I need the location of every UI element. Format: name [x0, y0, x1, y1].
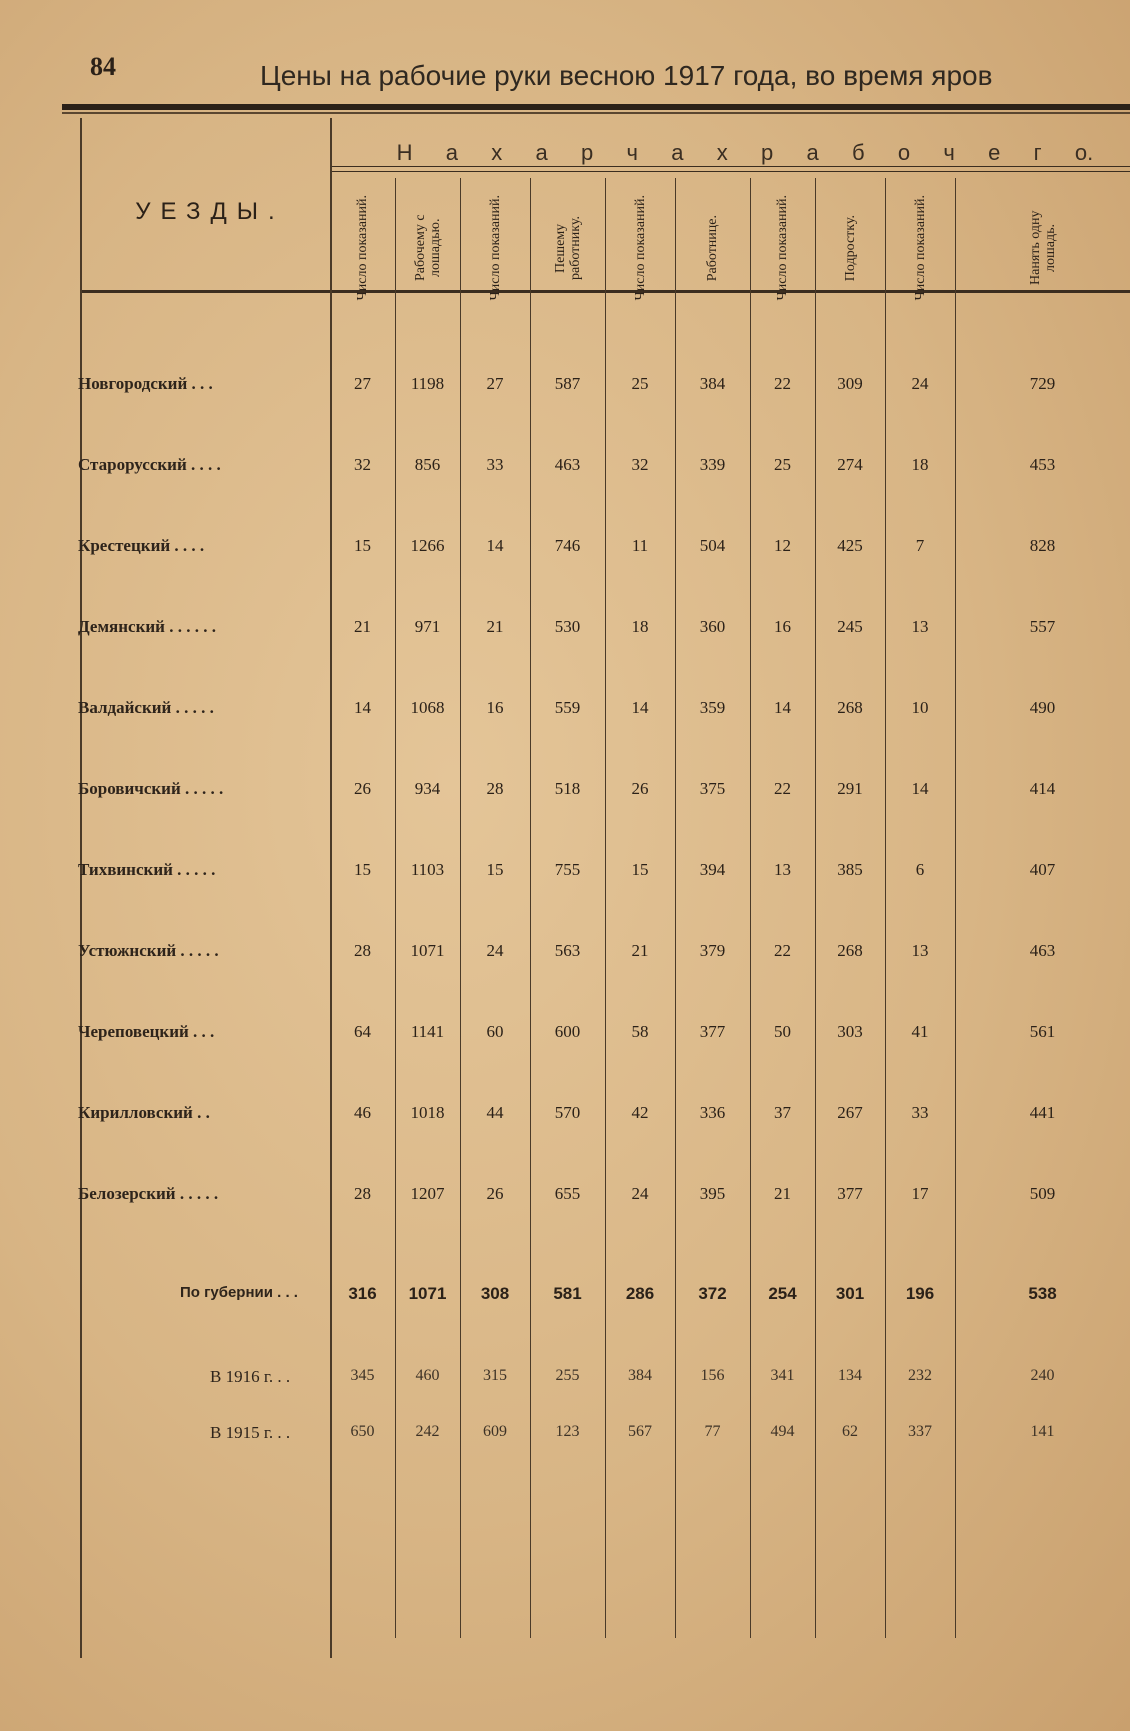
- column-header-label: Работнице.: [705, 214, 720, 282]
- table-cell: 1141: [410, 1022, 445, 1041]
- table-cell: 14: [911, 779, 929, 798]
- column-header-label: Пешему работнику.: [552, 216, 583, 280]
- table-cell: 18: [631, 617, 649, 636]
- table-cell: 26: [354, 779, 371, 798]
- table-cell: 581: [553, 1284, 582, 1303]
- table-cell: 509: [1029, 1184, 1056, 1203]
- table-cell: 16: [486, 698, 504, 717]
- table-cell: 28: [354, 1184, 371, 1203]
- table-row: [60, 860, 1130, 890]
- table-cell: 58: [631, 1022, 649, 1041]
- column-header-label: Рабочему с лошадью.: [412, 214, 443, 282]
- table-cell: 1266: [410, 536, 445, 555]
- table-cell: 240: [1030, 1367, 1055, 1384]
- table-cell: 13: [774, 860, 791, 879]
- table-cell: 14: [631, 698, 649, 717]
- table-cell: 14: [486, 536, 504, 555]
- table-cell: 26: [631, 779, 649, 798]
- column-header-label: Число показаний.: [912, 195, 928, 301]
- table-cell: 60: [486, 1022, 504, 1041]
- table-cell: 7: [915, 536, 925, 555]
- table-cell: 377: [699, 1022, 726, 1041]
- district-name: Кирилловский . .: [78, 1103, 210, 1122]
- table-cell: 655: [554, 1184, 581, 1203]
- table-row: [60, 1022, 1130, 1052]
- column-header: [330, 193, 395, 303]
- table-cell: 13: [911, 941, 929, 960]
- table-cell: 245: [837, 617, 863, 636]
- column-header-label: Число показаний.: [775, 195, 790, 301]
- table-cell: 384: [628, 1367, 652, 1384]
- table-cell: 971: [414, 617, 441, 636]
- table-cell: 134: [838, 1367, 862, 1384]
- district-name: Белозерский . . . . .: [78, 1184, 219, 1203]
- group-header-letter: е: [988, 140, 1001, 165]
- table-cell: 567: [628, 1423, 652, 1440]
- group-header-letter: о.: [1074, 140, 1094, 165]
- table-cell: 24: [486, 941, 504, 960]
- group-header-letter: х: [716, 140, 728, 165]
- group-header-letter: х: [491, 140, 503, 165]
- table-row: [60, 617, 1130, 647]
- table-row: [60, 1423, 1130, 1453]
- table-cell: 25: [774, 455, 791, 474]
- table-cell: 518: [554, 779, 581, 798]
- table-cell: 50: [774, 1022, 791, 1041]
- table-cell: 123: [555, 1423, 580, 1440]
- table-row: [60, 374, 1130, 404]
- table-cell: 1207: [410, 1184, 445, 1203]
- table-cell: 746: [554, 536, 581, 555]
- table-cell: 17: [911, 1184, 929, 1203]
- table-cell: 563: [554, 941, 581, 960]
- table-cell: 15: [631, 860, 649, 879]
- table-cell: 21: [631, 941, 649, 960]
- table-cell: 22: [774, 374, 791, 393]
- group-header-letter: б: [851, 140, 865, 165]
- district-name: Крестецкий . . . .: [78, 536, 205, 555]
- table-cell: 22: [774, 941, 791, 960]
- table-cell: 12: [774, 536, 791, 555]
- table-cell: 308: [480, 1284, 510, 1303]
- table-row: [60, 698, 1130, 728]
- table-cell: 303: [837, 1022, 863, 1041]
- table-cell: 609: [483, 1423, 507, 1440]
- column-header: [605, 193, 675, 303]
- table-cell: 13: [911, 617, 929, 636]
- district-name: Валдайский . . . . .: [78, 698, 214, 717]
- table-cell: 934: [414, 779, 441, 798]
- column-header: [885, 193, 955, 303]
- table-cell: 21: [486, 617, 504, 636]
- group-header-rule-2: [330, 171, 1130, 172]
- table-cell: 336: [699, 1103, 726, 1122]
- table-cell: 538: [1028, 1284, 1057, 1303]
- column-header-label: Подростку.: [842, 214, 858, 282]
- column-header-label: Число показаний.: [632, 195, 648, 301]
- group-header-letter: а: [535, 140, 548, 165]
- table-cell: 37: [774, 1103, 791, 1122]
- table-cell: 24: [911, 374, 929, 393]
- table-cell: 377: [837, 1184, 863, 1203]
- table-cell: 232: [908, 1367, 932, 1384]
- group-header-letter: а: [671, 140, 684, 165]
- table-cell: 64: [354, 1022, 371, 1041]
- table-cell: 561: [1029, 1022, 1056, 1041]
- table-cell: 441: [1029, 1103, 1056, 1122]
- running-title: Цены на рабочие руки весною 1917 года, во время яров: [260, 60, 993, 91]
- page-header: [90, 52, 1130, 102]
- table-row: [60, 1367, 1130, 1397]
- column-header: [675, 193, 750, 303]
- table-cell: 425: [837, 536, 863, 555]
- table-cell: 530: [554, 617, 581, 636]
- table-cell: 15: [354, 860, 371, 879]
- table-cell: 14: [354, 698, 371, 717]
- table-cell: 22: [774, 779, 791, 798]
- table-cell: 15: [354, 536, 371, 555]
- table-cell: 729: [1029, 374, 1056, 393]
- table-cell: 494: [770, 1423, 795, 1440]
- group-header: [360, 138, 1130, 168]
- column-header-label: Число показаний.: [355, 195, 370, 301]
- column-header: [460, 193, 530, 303]
- column-header-label: Нанять одну лошадь.: [1027, 210, 1058, 286]
- table-cell: 27: [486, 374, 504, 393]
- table-cell: 309: [837, 374, 863, 393]
- table-cell: 1071: [408, 1284, 447, 1303]
- table-row: [60, 1184, 1130, 1214]
- table-row: [60, 779, 1130, 809]
- table-cell: 16: [774, 617, 791, 636]
- table-cell: 46: [354, 1103, 371, 1122]
- table-cell: 25: [631, 374, 649, 393]
- table-cell: 557: [1029, 617, 1056, 636]
- table-cell: 1071: [410, 941, 445, 960]
- table-cell: 395: [699, 1184, 726, 1203]
- table-cell: 268: [837, 941, 863, 960]
- table-row: [60, 1103, 1130, 1133]
- group-header-letter: Н: [396, 140, 413, 165]
- table-cell: 1103: [410, 860, 445, 879]
- table-cell: 21: [354, 617, 371, 636]
- table-cell: 32: [354, 455, 371, 474]
- table-cell: 156: [700, 1367, 725, 1384]
- table-row: [60, 941, 1130, 971]
- table-cell: 242: [415, 1423, 440, 1440]
- table-cell: 504: [699, 536, 726, 555]
- table-cell: 267: [837, 1103, 863, 1122]
- group-header-letter: р: [760, 140, 774, 165]
- district-name: Новгородский . . .: [78, 374, 213, 393]
- table-cell: 384: [699, 374, 726, 393]
- table-cell: 600: [554, 1022, 581, 1041]
- district-name: Устюжнский . . . . .: [78, 941, 219, 960]
- table-cell: 44: [486, 1103, 504, 1122]
- table-row: [60, 536, 1130, 566]
- column-header: [815, 193, 885, 303]
- column-header: [530, 193, 605, 303]
- table-cell: 359: [699, 698, 726, 717]
- table-cell: 316: [348, 1284, 377, 1303]
- table-cell: 274: [837, 455, 863, 474]
- table-cell: 1198: [410, 374, 445, 393]
- table-cell: 24: [631, 1184, 649, 1203]
- table-cell: 42: [631, 1103, 649, 1122]
- table-cell: 18: [911, 455, 929, 474]
- column-header: [955, 193, 1130, 303]
- table-cell: 755: [554, 860, 581, 879]
- group-header-letter: а: [806, 140, 819, 165]
- table-cell: 1018: [410, 1103, 445, 1122]
- table-cell: 587: [554, 374, 581, 393]
- table-cell: 14: [774, 698, 791, 717]
- table-cell: 268: [837, 698, 863, 717]
- table-cell: 394: [699, 860, 726, 879]
- table-cell: 345: [350, 1367, 375, 1384]
- table-cell: 339: [699, 455, 726, 474]
- district-name: Боровичский . . . . .: [78, 779, 224, 798]
- table-cell: 15: [486, 860, 504, 879]
- table-cell: 27: [354, 374, 371, 393]
- group-header-letter: о: [897, 140, 911, 165]
- group-header-letter: р: [581, 140, 594, 165]
- group-header-letter: ч: [943, 140, 955, 165]
- group-header-letter: ч: [626, 140, 638, 165]
- table-cell: 11: [631, 536, 649, 555]
- column-header: [395, 193, 460, 303]
- header-rule: [62, 104, 1130, 110]
- table-cell: 453: [1029, 455, 1056, 474]
- table-cell: 77: [704, 1423, 721, 1440]
- table-cell: 856: [414, 455, 441, 474]
- table-row: [60, 455, 1130, 485]
- table-cell: 570: [554, 1103, 581, 1122]
- table-cell: 341: [770, 1367, 795, 1384]
- table-cell: 559: [554, 698, 581, 717]
- table-cell: 650: [350, 1423, 375, 1440]
- table-cell: 375: [699, 779, 726, 798]
- table-cell: 33: [486, 455, 504, 474]
- table-cell: 1068: [410, 698, 445, 717]
- table-cell: 828: [1029, 536, 1056, 555]
- group-header-letter: а: [445, 140, 459, 165]
- table-cell: 315: [483, 1367, 507, 1384]
- table-cell: 254: [768, 1284, 797, 1303]
- table-cell: 463: [554, 455, 581, 474]
- table-cell: 372: [698, 1284, 727, 1303]
- table-cell: 28: [354, 941, 371, 960]
- table-cell: 62: [842, 1423, 858, 1440]
- district-name: Тихвинский . . . . .: [78, 860, 216, 879]
- district-column-header: УЕЗДЫ.: [135, 198, 285, 225]
- table-cell: 490: [1029, 698, 1056, 717]
- group-header-rule: [330, 166, 1130, 167]
- column-header: [750, 193, 815, 303]
- table-cell: 286: [625, 1284, 655, 1303]
- table-cell: 414: [1029, 779, 1056, 798]
- table-cell: 41: [911, 1022, 929, 1041]
- header-rule-thin: [62, 112, 1130, 114]
- district-name: По губернии . . .: [180, 1284, 298, 1301]
- table-cell: 33: [911, 1103, 929, 1122]
- table-cell: 407: [1029, 860, 1056, 879]
- table-cell: 360: [699, 617, 726, 636]
- table-cell: 26: [486, 1184, 504, 1203]
- table-cell: 21: [774, 1184, 791, 1203]
- table-cell: 301: [835, 1284, 865, 1303]
- table-cell: 255: [555, 1367, 580, 1384]
- table-row: [60, 1284, 1130, 1314]
- table-cell: 337: [908, 1423, 932, 1440]
- table-cell: 141: [1030, 1423, 1055, 1440]
- table-cell: 385: [837, 860, 863, 879]
- group-header-letter: г: [1033, 140, 1042, 165]
- table-cell: 32: [631, 455, 649, 474]
- district-name: В 1916 г. . .: [210, 1367, 291, 1386]
- table-cell: 6: [915, 860, 925, 879]
- table-cell: 291: [837, 779, 863, 798]
- table-cell: 463: [1029, 941, 1056, 960]
- district-name: Демянский . . . . . .: [78, 617, 216, 636]
- district-name: Старорусский . . . .: [78, 455, 221, 474]
- table-cell: 10: [911, 698, 929, 717]
- column-header-label: Число показаний.: [487, 195, 503, 301]
- table-cell: 28: [486, 779, 504, 798]
- table-cell: 460: [415, 1367, 440, 1384]
- wages-table: [60, 118, 1130, 1658]
- table-cell: 379: [699, 941, 726, 960]
- table-cell: 196: [905, 1284, 935, 1303]
- district-name: Череповецкий . . .: [78, 1022, 215, 1041]
- page-number: 84: [90, 52, 116, 81]
- district-name: В 1915 г. . .: [210, 1423, 291, 1442]
